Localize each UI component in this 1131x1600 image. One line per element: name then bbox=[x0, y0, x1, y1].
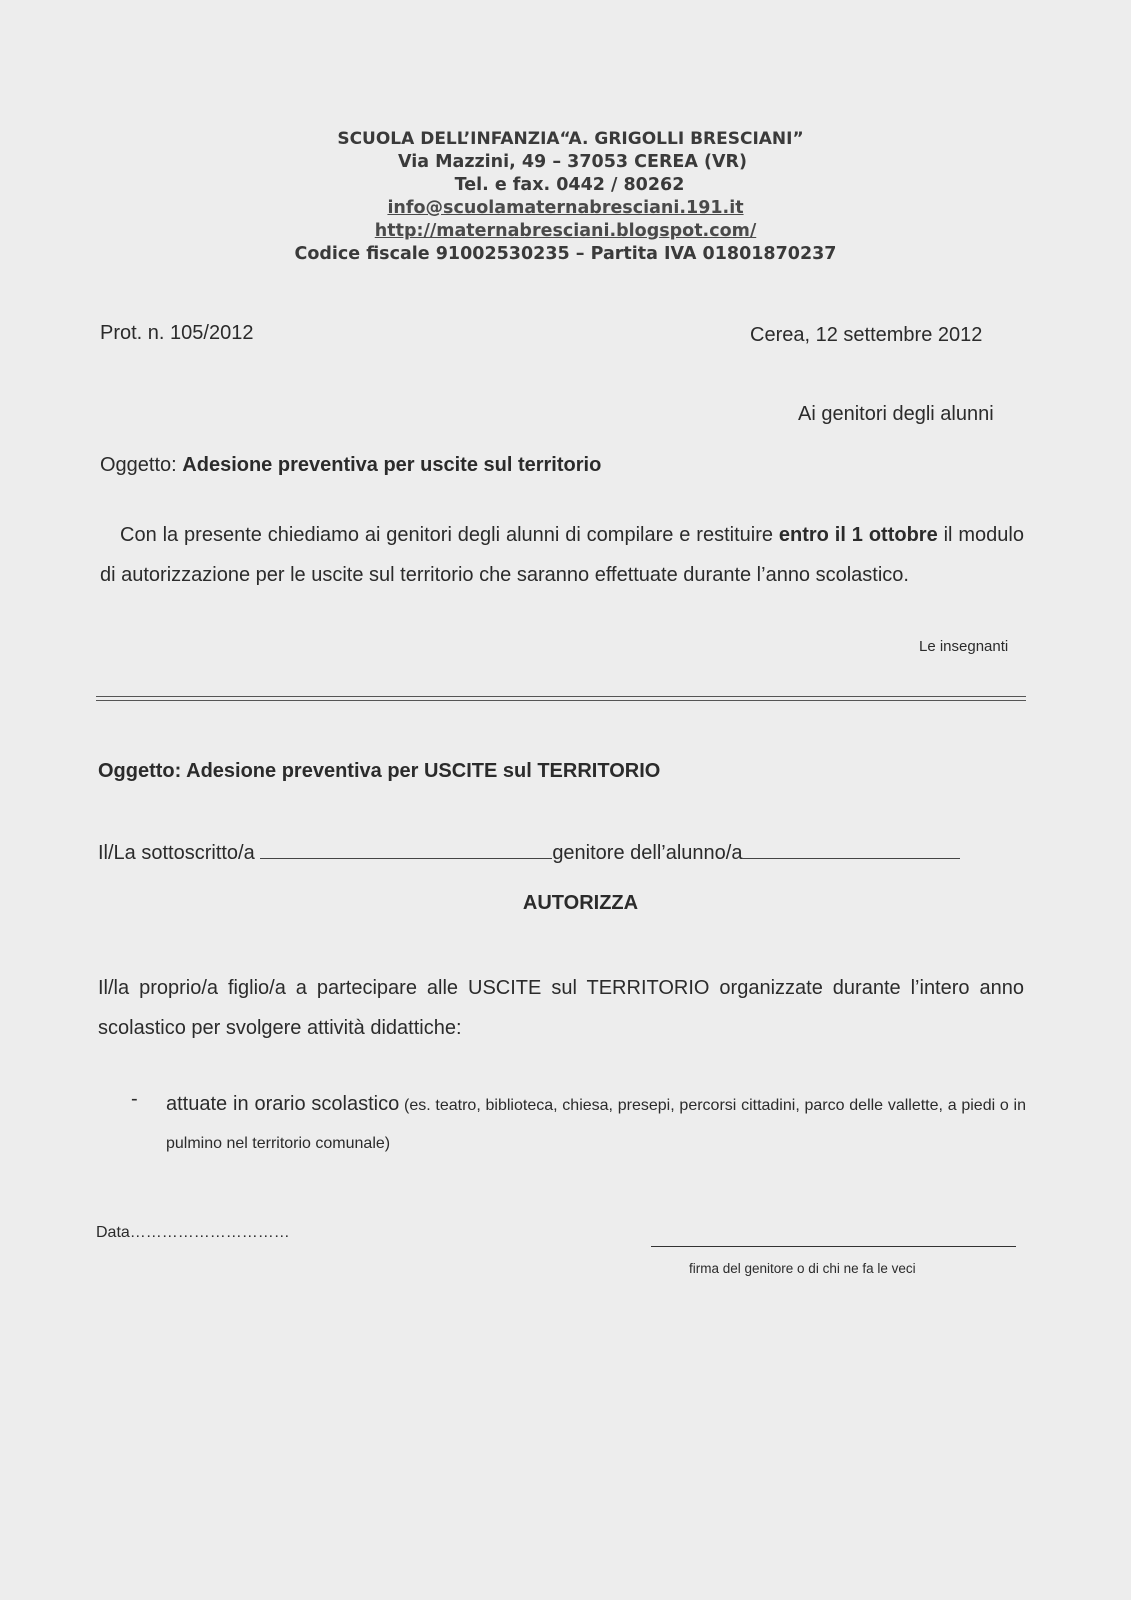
school-letterhead bbox=[0, 128, 1131, 266]
letter-subject-text: Adesione preventiva per uscite sul territorio bbox=[182, 454, 602, 476]
authorizes-heading: AUTORIZZA bbox=[522, 892, 639, 914]
school-address: Via Mazzini, 49 – 37053 CEREA (VR) bbox=[397, 152, 748, 172]
school-tax-info: Codice fiscale 91002530235 – Partita IVA 01801870237 bbox=[294, 244, 837, 264]
form-subject bbox=[98, 760, 660, 783]
letter-recipients: Ai genitori degli alunni bbox=[798, 403, 994, 425]
letter-body-part2: il modulo di autorizzazione per le uscite sul territorio che saranno effettuate durante l’anno scolastico. bbox=[100, 524, 1024, 586]
parent-of-label: genitore dell’alunno/a bbox=[552, 842, 743, 864]
letter-body-part1: Con la presente chiediamo ai genitori degli alunni di compilare e restituire bbox=[120, 524, 779, 546]
place-and-date: Cerea, 12 settembre 2012 bbox=[750, 324, 983, 346]
school-email-link[interactable]: info@scuolamaternabresciani.191.it bbox=[387, 198, 744, 218]
undersigned-row bbox=[98, 838, 960, 865]
undersigned-name-field[interactable] bbox=[260, 838, 552, 859]
school-website-link[interactable]: http://maternabresciani.blogspot.com/ bbox=[374, 221, 757, 241]
cut-line-divider bbox=[96, 696, 1026, 701]
letter-subject bbox=[100, 452, 601, 478]
letter-signature: Le insegnanti bbox=[919, 638, 1009, 655]
school-phone: Tel. e fax. 0442 / 80262 bbox=[454, 175, 685, 195]
signature-caption: firma del genitore o di chi ne fa le veci bbox=[689, 1261, 916, 1276]
date-field[interactable]: Data………………………… bbox=[96, 1224, 290, 1241]
bullet-marker: - bbox=[131, 1088, 138, 1110]
undersigned-label: Il/La sottoscritto/a bbox=[98, 842, 255, 864]
bullet-item bbox=[166, 1086, 1026, 1162]
bullet-main-text: attuate in orario scolastico bbox=[166, 1093, 400, 1115]
consent-text: Il/la proprio/a figlio/a a partecipare alle USCITE sul TERRITORIO organizzate durante l’intero anno scolastico per svolgere attività didattiche: bbox=[98, 977, 1024, 1039]
bullet-detail-text: (es. teatro, biblioteca, chiesa, presepi, percorsi cittadini, parco delle vallette, a piedi o in pulmino nel territorio comunale) bbox=[166, 1097, 1026, 1152]
form-subject-text: : Adesione preventiva per USCITE sul TERRITORIO bbox=[174, 760, 661, 782]
signature-line[interactable] bbox=[651, 1246, 1016, 1247]
letter-body-deadline: entro il 1 ottobre bbox=[778, 524, 938, 546]
letter-subject-label: Oggetto: bbox=[100, 454, 177, 476]
student-name-field[interactable] bbox=[742, 838, 960, 859]
form-subject-label: Oggetto bbox=[98, 760, 175, 782]
letter-body bbox=[100, 515, 1024, 595]
protocol-number: Prot. n. 105/2012 bbox=[100, 322, 254, 344]
school-name: SCUOLA DELL’INFANZIA“A. GRIGOLLI BRESCIANI” bbox=[337, 129, 804, 149]
